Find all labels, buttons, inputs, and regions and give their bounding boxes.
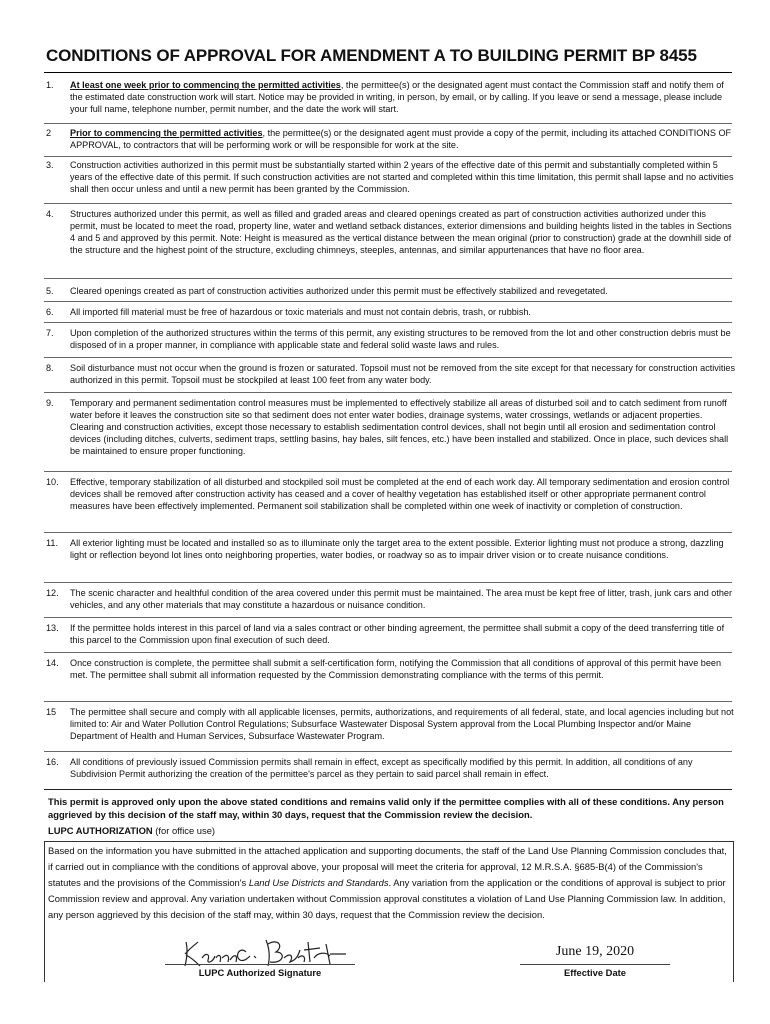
authorization-text-part: Based on the information you have submitted in the attached application and supporting documents, the staff of the Land Use Planning Commission concludes that, if carried out in compliance with the conditions of approval above, your proposal will meet the criteria for approval, 12 M.R.S.A. §685-B(4) of the Commission's statutes and the provisions of the Commission's xyxy=(48,845,727,888)
condition-number: 7. xyxy=(46,328,54,338)
condition-7 xyxy=(46,328,736,352)
row-divider xyxy=(44,123,732,124)
condition-1 xyxy=(46,80,736,116)
condition-text: Construction activities authorized in this permit must be substantially started within 2 years of the effective date of this permit and substantially completed within 5 years of the effective date of this permit. If such construction activities are not started and completed within this time limitation, this permit shall lapse and no activities shall then occur unless and until a new permit has been granted by the Commission. xyxy=(70,160,734,194)
condition-number: 4. xyxy=(46,209,54,219)
condition-9 xyxy=(46,398,736,458)
condition-number: 12. xyxy=(46,588,59,598)
condition-text: All exterior lighting must be located and installed so as to illuminate only the target area to the extent possible. Exterior lighting must not produce a strong, dazzling light or reflection beyond lot lines onto neighboring properties, water bodies, or roadway so as to impair driver vision or to create nuisance conditions. xyxy=(70,538,724,560)
row-divider xyxy=(44,617,732,618)
authorization-heading xyxy=(48,825,215,836)
condition-14 xyxy=(46,658,736,682)
condition-3 xyxy=(46,160,736,196)
condition-text: Structures authorized under this permit, as well as filled and graded areas and cleared openings created as part of construction activities authorized under this permit, must be located to meet the road, property line, water and wetland setback distances, exterior dimensions and building heights listed in the tables in Sections 4 and 5 and approved by this permit. Note: Height is measured as the vertical distance between the mean original (prior to construction) grade at the downhill side of the structure and the highest point of the structure, excluding chimneys, steeples, antennas, and similar appurtenances that have no floor area. xyxy=(70,209,732,255)
condition-text xyxy=(70,128,736,152)
condition-text xyxy=(70,80,736,116)
condition-8 xyxy=(46,363,736,387)
date-label: Effective Date xyxy=(563,967,626,978)
effective-date-value: June 19, 2020 xyxy=(555,944,635,959)
page-title: CONDITIONS OF APPROVAL FOR AMENDMENT A TO BUILDING PERMIT BP 8455 xyxy=(46,46,697,65)
condition-number: 5. xyxy=(46,286,54,296)
authorization-suffix: (for office use) xyxy=(152,825,216,836)
signature-label: LUPC Authorized Signature xyxy=(198,967,322,978)
condition-2 xyxy=(46,128,736,152)
condition-number: 8. xyxy=(46,363,54,373)
row-divider xyxy=(44,301,732,302)
signature-line xyxy=(165,964,355,965)
condition-number: 2 xyxy=(46,128,52,138)
authorization-text-italic: Land Use Districts and Standards xyxy=(248,877,389,888)
condition-body: , the permittee(s) or the designated agent must contact the Commission staff and notify them of the estimated date construction work will start. Notice may be provided in writing, in person, by email, or by calling. If you leave or send a message, please include your full name, telephone number, permit number, and the date the work will start. xyxy=(70,80,724,114)
condition-text: If the permittee holds interest in this parcel of land via a sales contract or other binding agreement, the permittee shall submit a copy of the deed transferring title of this parcel to the Commission upon final execution of such deed. xyxy=(70,623,725,645)
condition-number: 14. xyxy=(46,658,59,668)
condition-text: Soil disturbance must not occur when the ground is frozen or saturated. Topsoil must not be removed from the site except for that necessary for construction activities authorized in this permit. Topsoil must be stockpiled at least 100 feet from any water body. xyxy=(70,363,736,385)
row-divider xyxy=(44,532,732,533)
condition-text: Effective, temporary stabilization of all disturbed and stockpiled soil must be completed at the end of each work day. All temporary sedimentation and erosion control devices shall be removed after construction activity has ceased and a cover of healthy vegetation has established itself or other appropriate permanent control measures have been effectively implemented. Permanent soil stabilization shall be completed within one week of inactivity or completion of construction. xyxy=(70,477,730,511)
row-divider xyxy=(44,701,732,702)
condition-text: The scenic character and healthful condition of the area covered under this permit must be maintained. The area must be kept free of litter, trash, junk cars and other vehicles, and any other materials that may constitute a hazardous or nuisance condition. xyxy=(70,588,733,610)
authorization-text xyxy=(48,843,728,923)
condition-number: 13. xyxy=(46,623,59,633)
condition-text: Cleared openings created as part of construction activities authorized under this permit must be effectively stabilized and revegetated. xyxy=(70,286,608,296)
condition-lead: Prior to commencing the permitted activities xyxy=(70,128,263,138)
row-divider xyxy=(44,392,732,393)
condition-text: All imported fill material must be free of hazardous or toxic materials and must not contain debris, trash, or rubbish. xyxy=(70,307,531,317)
condition-number: 9. xyxy=(46,398,54,408)
title-divider xyxy=(44,72,732,73)
approval-note: This permit is approved only upon the above stated conditions and remains valid only if the permittee complies with all of these conditions. Any person aggrieved by this decision of the staff may, within 30 days, request that the Commission review the decision. xyxy=(48,796,724,820)
condition-15 xyxy=(46,707,736,743)
row-divider xyxy=(44,156,732,157)
section-divider xyxy=(44,789,732,790)
condition-number: 1. xyxy=(46,80,54,90)
condition-text: Temporary and permanent sedimentation control measures must be implemented to effectively stabilize all areas of disturbed soil and to catch sediment from runoff water before it leaves the construction site so that sediment does not enter water bodies, drainage systems, water crossings, wetlands or adjacent properties. Clearing and construction activities, except those necessary to establish sedimentation control devices, shall not begin until all erosion and sedimentation control devices (including ditches, culverts, sediment traps, settling basins, hay bales, silt fences, etc.) have been installed and stabilized. Once in place, such devices shall be maintained to ensure proper functioning. xyxy=(70,398,729,456)
condition-6 xyxy=(46,307,736,319)
condition-11 xyxy=(46,538,736,562)
condition-4 xyxy=(46,209,736,257)
condition-lead: At least one week prior to commencing the permitted activities xyxy=(70,80,341,90)
row-divider xyxy=(44,471,732,472)
condition-13 xyxy=(46,623,736,647)
date-line xyxy=(520,964,670,965)
condition-16 xyxy=(46,757,736,781)
signature-text: Karen E. Bolstridge xyxy=(180,971,188,972)
row-divider xyxy=(44,278,732,279)
authorization-title: LUPC AUTHORIZATION xyxy=(48,825,153,836)
condition-5 xyxy=(46,286,736,298)
row-divider xyxy=(44,652,732,653)
condition-number: 15 xyxy=(46,707,57,717)
row-divider xyxy=(44,203,732,204)
condition-number: 3. xyxy=(46,160,54,170)
condition-number: 10. xyxy=(46,477,59,487)
condition-text: Upon completion of the authorized structures within the terms of this permit, any existing structures to be removed from the lot and other construction debris must be disposed of in a proper manner, in compliance with applicable state and federal solid waste laws and rules. xyxy=(70,328,731,350)
condition-number: 6. xyxy=(46,307,54,317)
row-divider xyxy=(44,322,732,323)
condition-text: Once construction is complete, the permittee shall submit a self-certification form, notifying the Commission that all conditions of approval of this permit have been met. The permittee shall submit all information requested by the Commission demonstrating compliance with the terms of this permit. xyxy=(70,658,722,680)
authorization-text-part: . Any variation from the application or the conditions of approval is subject to prior Commission review and approval. Any variation undertaken without Commission approval constitutes a violation of Land Use Planning Commission law. In addition, any person aggrieved by this decision of the staff may, within 30 days, request that the Commission review the decision. xyxy=(48,877,726,920)
condition-number: 11. xyxy=(46,538,58,548)
condition-10 xyxy=(46,477,736,513)
row-divider xyxy=(44,751,732,752)
row-divider xyxy=(44,582,732,583)
condition-text: All conditions of previously issued Commission permits shall remain in effect, except as specifically modified by this permit. In addition, all conditions of any Subdivision Permit authorizing the creation of the permittee's parcel as they pertain to said parcel shall remain in effect. xyxy=(70,757,693,779)
condition-12 xyxy=(46,588,736,612)
row-divider xyxy=(44,357,732,358)
condition-text: The permittee shall secure and comply with all applicable licenses, permits, authorizations, and requirements of all federal, state, and local agencies including but not limited to: Air and Water Pollution Control Regulations; Subsurface Wastewater Disposal System approval from the Local Plumbing Inspector and/or Maine Department of Health and Human Services, Subsurface Wastewater Program. xyxy=(70,707,734,741)
condition-body: , the permittee(s) or the designated agent must provide a copy of the permit, including its attached CONDITIONS OF APPROVAL, to contractors that will be performing work or will be responsible for work at the site. xyxy=(70,128,732,150)
condition-number: 16. xyxy=(46,757,59,767)
